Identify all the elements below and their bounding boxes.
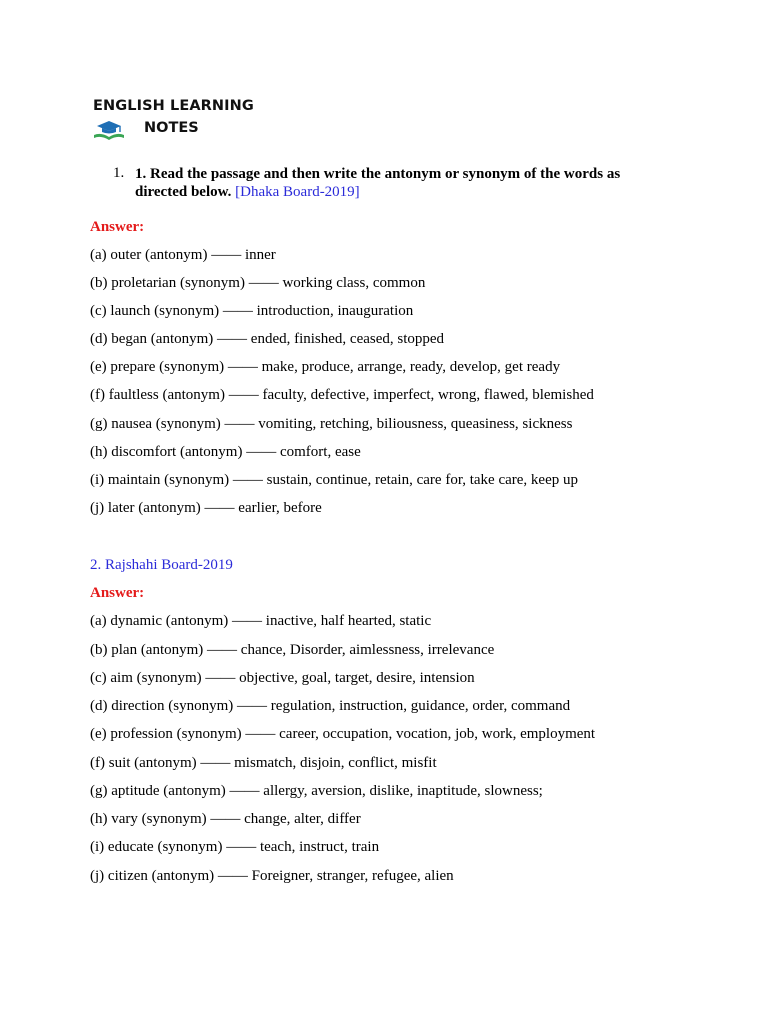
answer-1-item: (f) faultless (antonym) —— faculty, defective, imperfect, wrong, flawed, blemished [90, 387, 594, 403]
logo-subtitle: NOTES [144, 120, 199, 136]
answer-2-item: (b) plan (antonym) —— chance, Disorder, aimlessness, irrelevance [90, 642, 495, 658]
answer-2-item: (h) vary (synonym) —— change, alter, differ [90, 811, 361, 827]
question-1-source: [Dhaka Board-2019] [235, 184, 360, 200]
answer-label-1: Answer: [90, 219, 145, 235]
answer-1-item: (j) later (antonym) —— earlier, before [90, 500, 322, 516]
graduation-cap-book-icon [92, 118, 126, 142]
answer-2-item: (d) direction (synonym) —— regulation, instruction, guidance, order, command [90, 698, 571, 714]
answer-1-item: (a) outer (antonym) —— inner [90, 247, 276, 263]
section-2-heading: 2. Rajshahi Board-2019 [90, 557, 233, 573]
answer-2-item: (c) aim (synonym) —— objective, goal, target, desire, intension [90, 670, 475, 686]
answer-1-item: (b) proletarian (synonym) —— working class, common [90, 275, 426, 291]
logo-title: ENGLISH LEARNING [93, 98, 254, 114]
answer-2-item: (j) citizen (antonym) —— Foreigner, stranger, refugee, alien [90, 868, 454, 884]
answer-2-item: (a) dynamic (antonym) —— inactive, half hearted, static [90, 613, 432, 629]
answer-label-2: Answer: [90, 585, 145, 601]
answer-1-item: (c) launch (synonym) —— introduction, inauguration [90, 303, 414, 319]
answer-2-item: (g) aptitude (antonym) —— allergy, aversion, dislike, inaptitude, slowness; [90, 783, 543, 799]
answer-1-item: (i) maintain (synonym) —— sustain, continue, retain, care for, take care, keep up [90, 472, 578, 488]
answer-1-item: (e) prepare (synonym) —— make, produce, arrange, ready, develop, get ready [90, 359, 561, 375]
site-logo [92, 97, 262, 145]
question-1-text: 1. Read the passage and then write the antonym or synonym of the words as directed below. [135, 166, 621, 200]
answer-2-item: (e) profession (synonym) —— career, occupation, vocation, job, work, employment [90, 726, 596, 742]
question-list-number: 1. [113, 165, 125, 181]
answer-1-item: (h) discomfort (antonym) —— comfort, ease [90, 444, 361, 460]
question-1 [135, 165, 655, 201]
answer-2-item: (i) educate (synonym) —— teach, instruct, train [90, 839, 380, 855]
answer-2-item: (f) suit (antonym) —— mismatch, disjoin, conflict, misfit [90, 755, 437, 771]
answer-1-item: (g) nausea (synonym) —— vomiting, retching, biliousness, queasiness, sickness [90, 416, 573, 432]
answer-1-item: (d) began (antonym) —— ended, finished, ceased, stopped [90, 331, 445, 347]
